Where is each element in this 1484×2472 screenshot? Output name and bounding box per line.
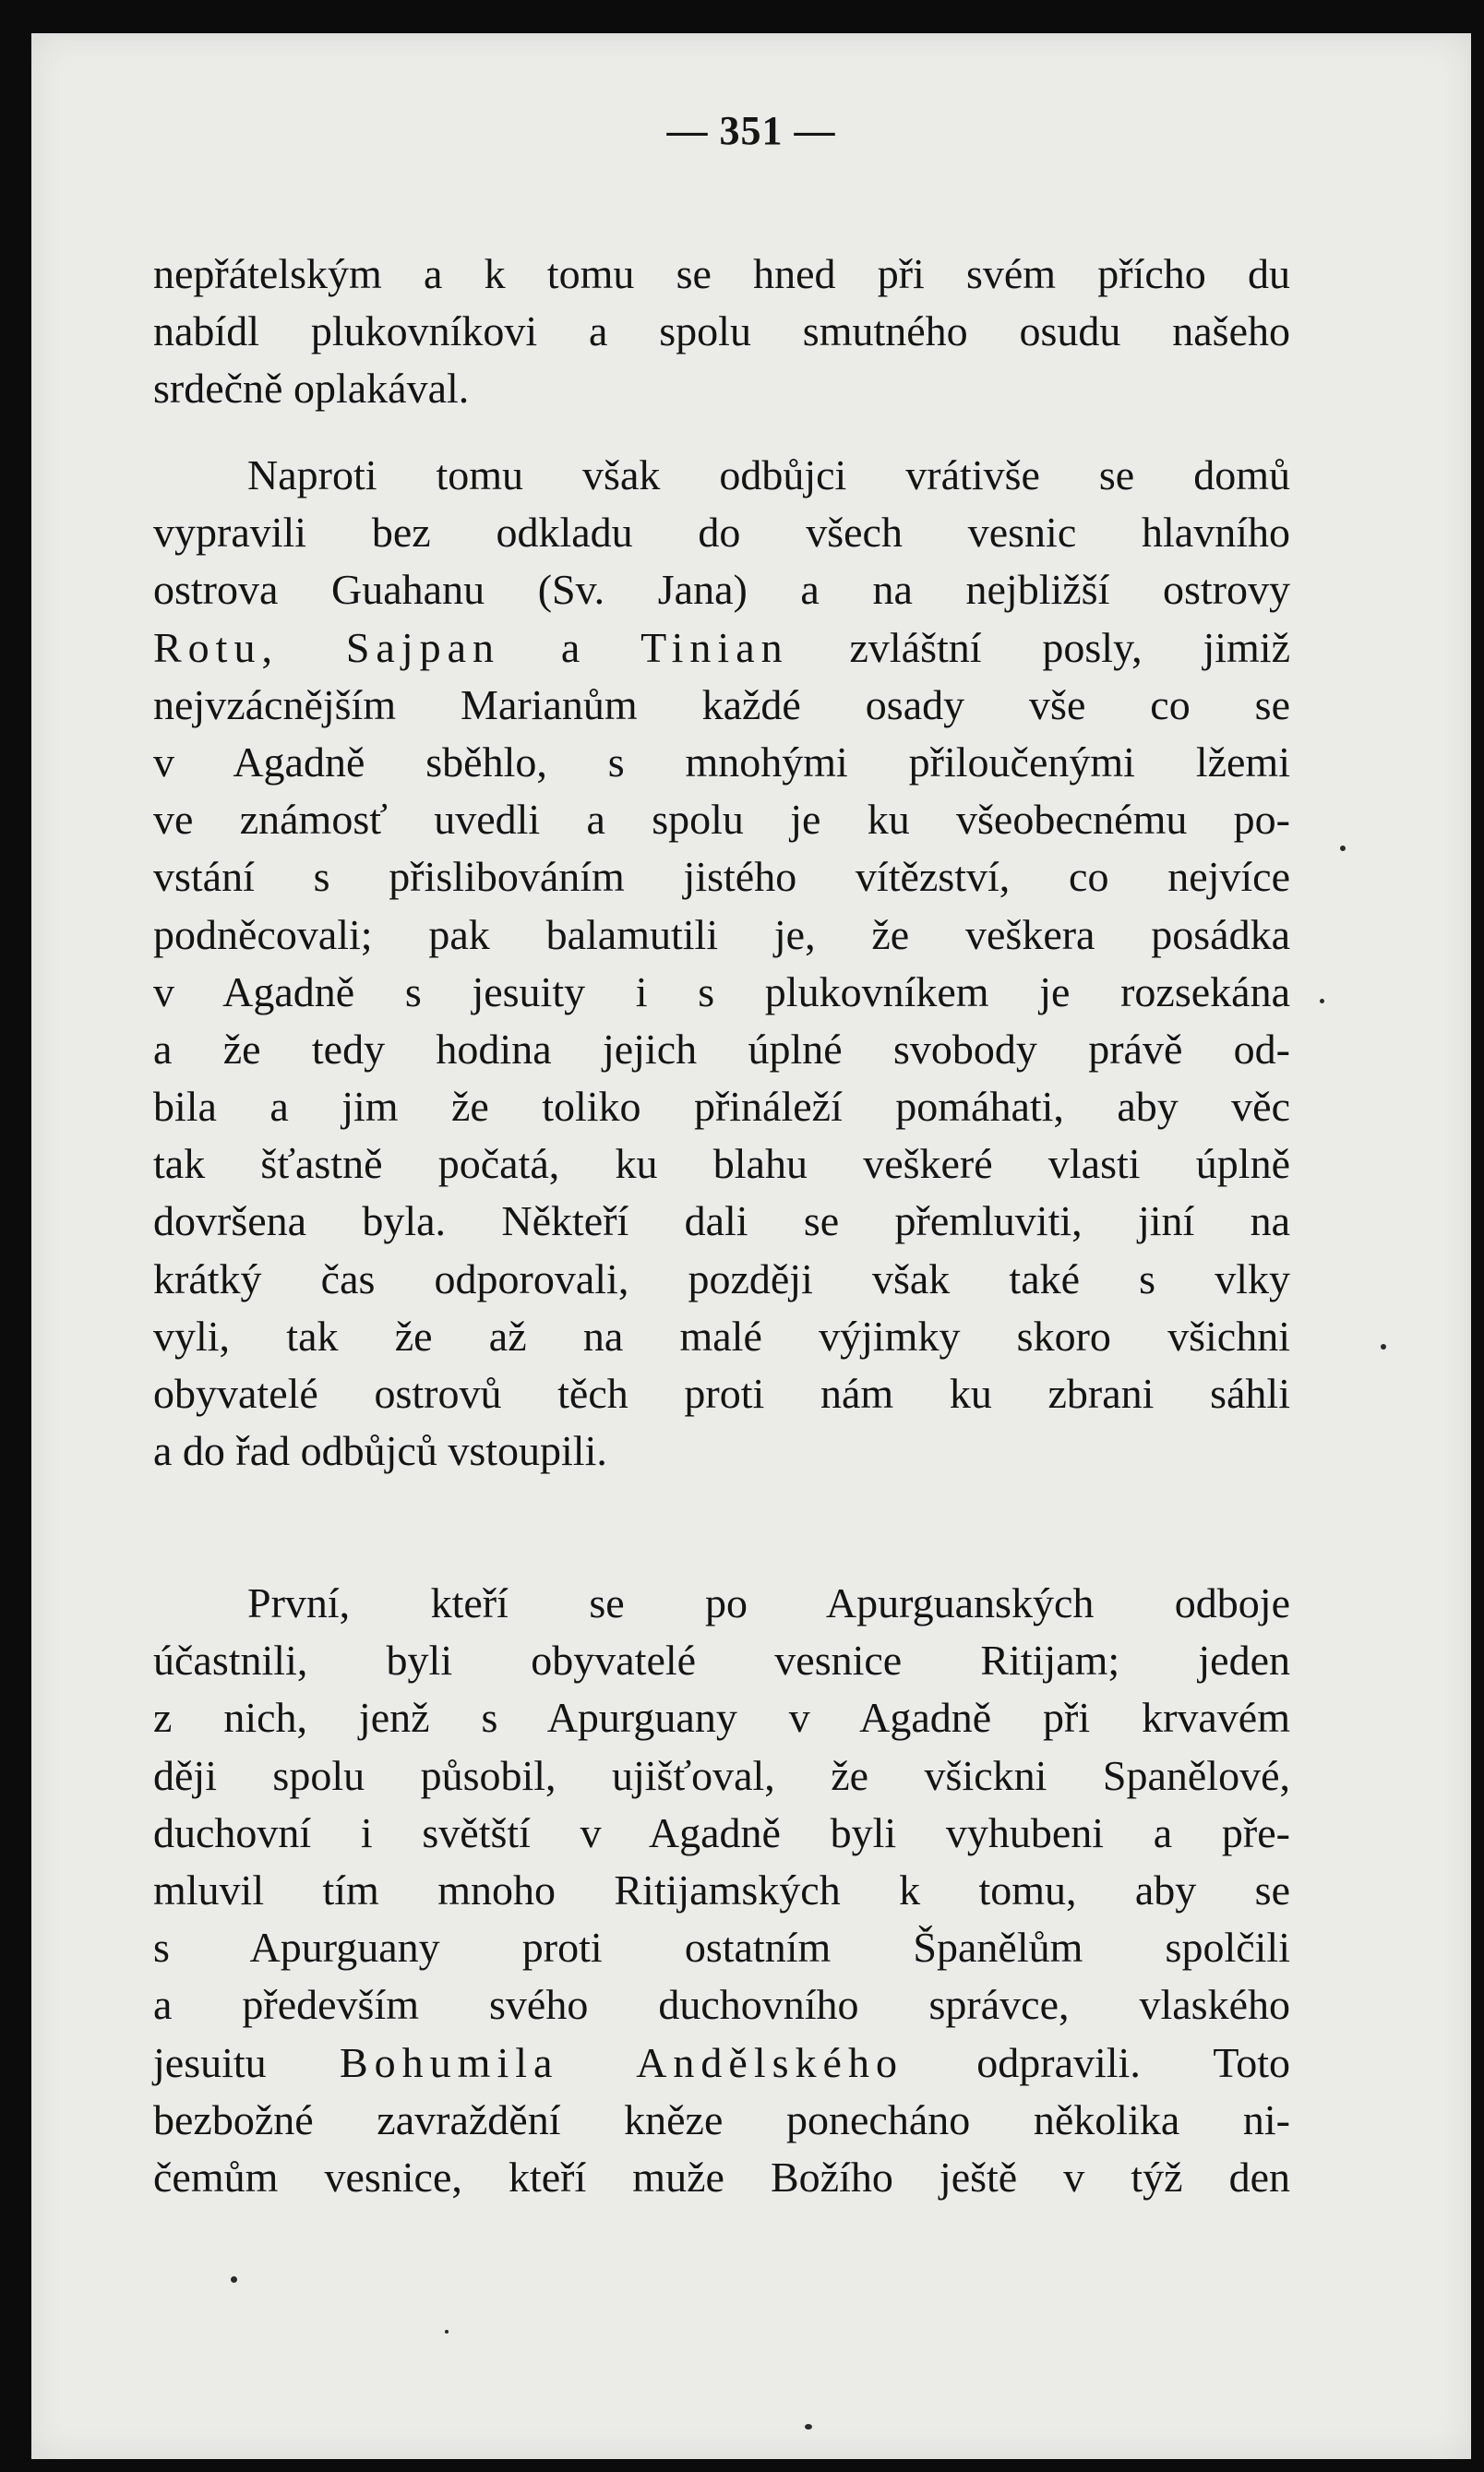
text-line: duchovní i světští v Agadně byli vyhubeni a pře- [153,1808,1290,1856]
text-line: s Apurguany proti ostatním Španělům spolčili [153,1924,1290,1972]
text-line: vyli, tak že až na malé výjimky skoro všichni [153,1312,1290,1360]
text-line [153,619,1290,677]
text-line: První, kteří se po Apurguanských odboje [247,1579,1290,1626]
text-line [153,2034,1290,2092]
text-line: dovršena byla. Někteří dali se přemluviti, jiní na [153,1197,1290,1245]
text-line: nejvzácnějším Marianům každé osady vše co se [153,680,1290,728]
text-line: nepřátelským a k tomu se hned při svém přícho du [153,250,1290,297]
page-number: — 351 — [666,108,836,153]
text-line: ději spolu působil, ujišťoval, že všickni Spanělové, [153,1751,1290,1799]
text-line: ostrova Guahanu (Sv. Jana) a na nejbližší ostrovy [153,566,1290,614]
text-fragment: odpravili. Toto [903,2038,1290,2086]
text-line: obyvatelé ostrovů těch proti nám ku zbrani sáhli [153,1370,1290,1417]
text-line: a především svého duchovního správce, vlaského [153,1981,1290,2029]
text-line: podněcovali; pak balamutili je, že veškera posádka [153,910,1290,958]
paper-speck [1381,1344,1386,1350]
text-line: srdečně oplakával. [153,365,470,413]
paper-speck [805,2424,812,2430]
paragraph-3 [153,1575,1290,2206]
text-fragment: a [500,623,641,671]
text-line: v Agadně s jesuity i s plukovníkem je rozsekána [153,967,1290,1015]
text-line: Naproti tomu však odbůjci vrátivše se domů [247,451,1290,498]
text-line: vypravili bez odkladu do všech vesnic hlavního [153,509,1290,557]
text-line: z nich, jenž s Apurguany v Agadně při krvavém [153,1694,1290,1742]
text-line: a do řad odbůjců vstoupili. [153,1427,607,1475]
text-fragment: jesuitu [153,2038,340,2086]
text-line: v Agadně sběhlo, s mnohými přiloučenými lžemi [153,738,1290,786]
text-line: bila a jim že toliko přináleží pomáhati, aby věc [153,1083,1290,1131]
text-line: účastnili, byli obyvatelé vesnice Ritijam; jeden [153,1637,1290,1685]
text-line: ve známosť uvedli a spolu je ku všeobecnému po- [153,796,1290,844]
text-line: bezbožné zavraždění kněze ponecháno několika ni- [153,2095,1290,2143]
spaced-islands-a: Rotu, Sajpan [153,623,501,671]
paper-speck [445,2330,449,2334]
spaced-islands-b: Tinian [640,623,789,671]
text-line: čemům vesnice, kteří muže Božího ještě v týž den [153,2153,1290,2201]
text-line: krátký čas odporovali, později však také s vlky [153,1254,1290,1302]
text-line: vstání s přislibováním jistého vítězství, co nejvíce [153,853,1290,901]
text-fragment: zvláštní posly, jimiž [788,623,1290,671]
paragraph-1 [153,246,1290,418]
book-page [31,33,1471,2459]
paragraph-2 [153,447,1290,1480]
text-line: a že tedy hodina jejich úplné svobody právě od- [153,1025,1290,1073]
paper-speck [1340,846,1346,851]
spaced-name: Bohumila Andělského [339,2038,904,2086]
paper-speck [1320,999,1324,1003]
text-line: tak šťastně počatá, ku blahu veškeré vlasti úplně [153,1140,1290,1188]
paper-speck [231,2276,237,2283]
text-line: nabídl plukovníkovi a spolu smutného osudu našeho [153,307,1290,355]
text-line: mluvil tím mnoho Ritijamských k tomu, aby se [153,1866,1290,1914]
